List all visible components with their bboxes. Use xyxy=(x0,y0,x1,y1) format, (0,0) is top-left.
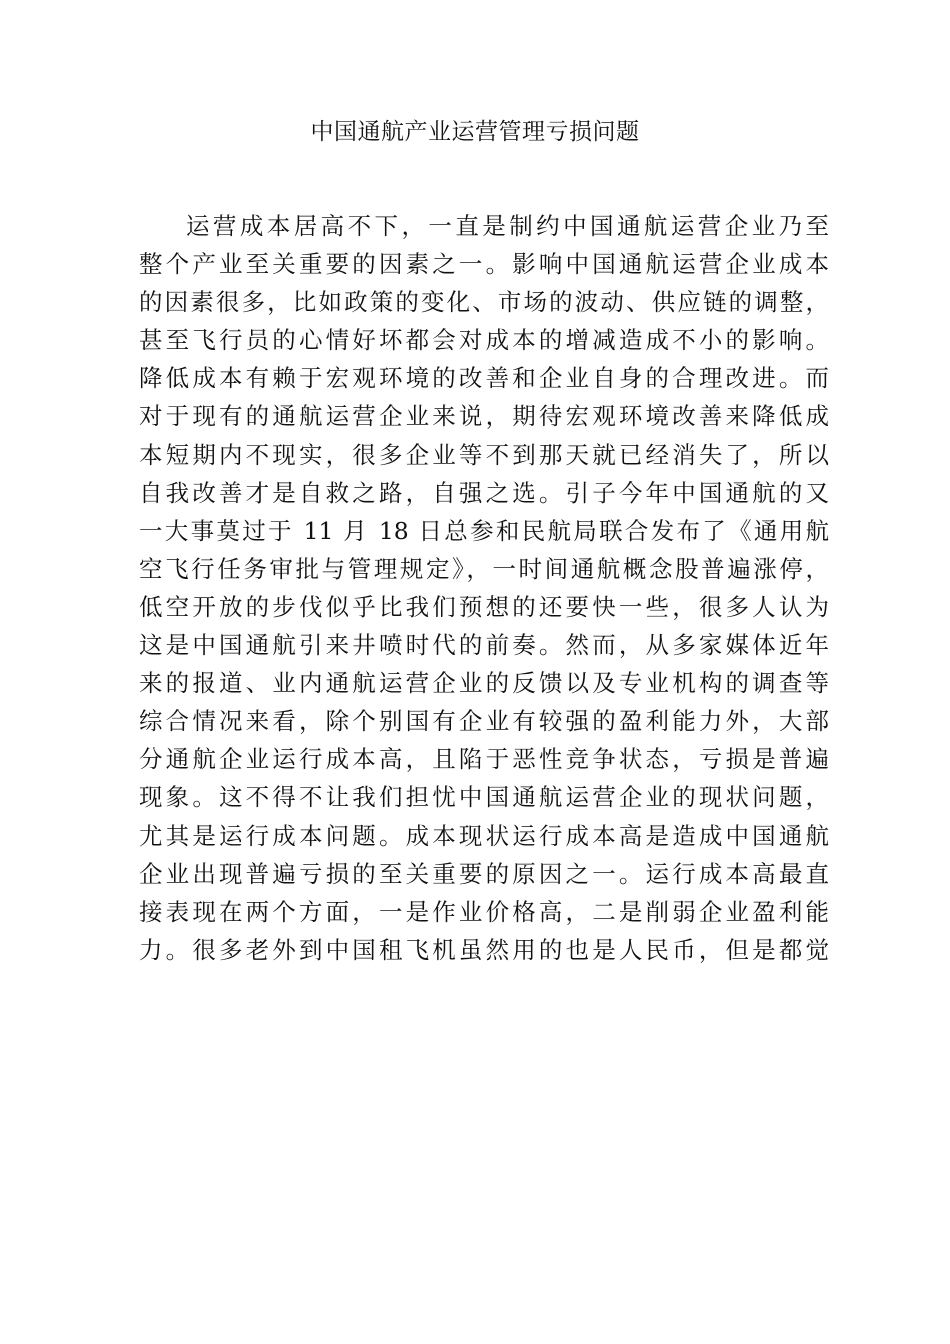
text-line: 一大事莫过于 11 月 18 日总参和民航局联合发布了《通用航 xyxy=(139,516,829,545)
text-line: 本短期内不现实，很多企业等不到那天就已经消失了，所以 xyxy=(139,440,829,469)
text-line: 运营成本居高不下，一直是制约中国通航运营企业乃至 xyxy=(186,212,829,240)
text-line: 空飞行任务审批与管理规定》，一时间通航概念股普遍涨停， xyxy=(139,554,829,583)
text-line: 对于现有的通航运营企业来说，期待宏观环境改善来降低成 xyxy=(139,402,829,431)
text-line: 甚至飞行员的心情好坏都会对成本的增减造成不小的影响。 xyxy=(139,326,829,355)
text-line: 企业出现普遍亏损的至关重要的原因之一。运行成本高最直 xyxy=(139,859,829,888)
text-line: 接表现在两个方面，一是作业价格高，二是削弱企业盈利能 xyxy=(139,897,829,926)
text-line: 低空开放的步伐似乎比我们预想的还要快一些，很多人认为 xyxy=(139,592,829,621)
text-line: 现象。这不得不让我们担忧中国通航运营企业的现状问题， xyxy=(139,783,829,812)
text-line: 的因素很多，比如政策的变化、市场的波动、供应链的调整， xyxy=(139,288,829,317)
body-paragraph xyxy=(139,207,829,969)
text-line: 自我改善才是自救之路，自强之选。引子今年中国通航的又 xyxy=(139,478,829,507)
document-title: 中国通航产业运营管理亏损问题 xyxy=(310,119,640,145)
text-line: 降低成本有赖于宏观环境的改善和企业自身的合理改进。而 xyxy=(139,364,829,393)
text-line: 尤其是运行成本问题。成本现状运行成本高是造成中国通航 xyxy=(139,821,829,850)
text-line: 力。很多老外到中国租飞机虽然用的也是人民币，但是都觉 xyxy=(139,935,829,964)
text-line: 综合情况来看，除个别国有企业有较强的盈利能力外，大部 xyxy=(139,707,829,736)
text-line: 整个产业至关重要的因素之一。影响中国通航运营企业成本 xyxy=(139,250,829,279)
text-line: 分通航企业运行成本高，且陷于恶性竞争状态，亏损是普遍 xyxy=(139,745,829,774)
text-line: 这是中国通航引来井喷时代的前奏。然而，从多家媒体近年 xyxy=(139,631,829,660)
text-line: 来的报道、业内通航运营企业的反馈以及专业机构的调查等 xyxy=(139,669,829,698)
